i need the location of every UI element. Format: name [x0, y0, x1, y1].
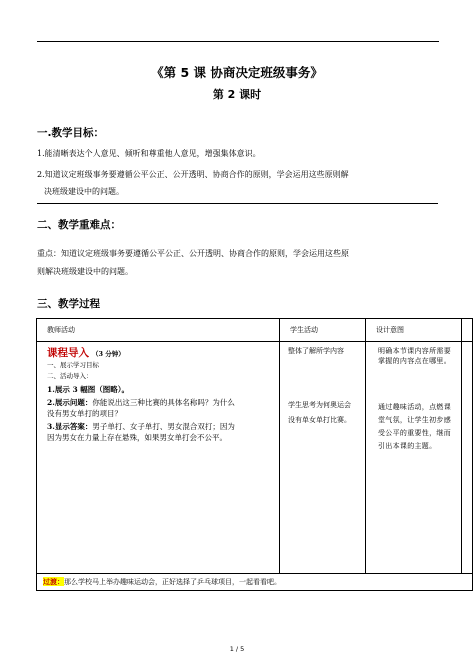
- item-1: 1.展示 3 幅图（图略）。: [47, 385, 130, 394]
- process-table: [36, 318, 473, 591]
- design-text-2-line-2: 堂气氛，让学生初步感: [378, 416, 451, 424]
- item-3-text: 男子单打、女子单打、男女混合双打；因为: [92, 422, 235, 431]
- transition-row: [37, 574, 473, 591]
- design-text-2-line-4: 引出本课的主题。: [378, 442, 437, 450]
- header-student: 学生活动: [280, 319, 366, 342]
- table-row: [37, 342, 473, 574]
- header-design: 设计意图: [366, 319, 462, 342]
- lesson-subtitle: 第 2 课时: [212, 88, 262, 101]
- step-2: 二、活动导入：: [47, 372, 93, 380]
- goal-2-line-2: 决班级建设中的问题。: [44, 187, 124, 196]
- page-number: 1 / 5: [229, 645, 245, 653]
- extra-cell: [462, 342, 473, 574]
- design-intent-cell: [366, 342, 462, 574]
- item-2-text: 你能说出这三种比赛的具体名称吗？为什么: [92, 398, 235, 407]
- key-points-line-2: 则解决班级建设中的问题。: [37, 267, 133, 276]
- student-activity-cell: [280, 342, 366, 574]
- lesson-title: 《第 5 课 协商决定班级事务》: [151, 65, 323, 80]
- design-text-1-line-2: 掌握的内容点在哪里。: [378, 357, 451, 365]
- design-text-2-line-3: 受公平的重要性，继而: [378, 429, 451, 437]
- goal-2-line-1: 2.知道议定班级事务要遵循公平公正、公开透明、协商合作的原则，学会运用这些原则解: [37, 170, 349, 179]
- header-rule: [37, 41, 439, 42]
- design-text-1-line-1: 明确本节课内容所需要: [378, 347, 451, 355]
- item-3-label: 3.显示答案：: [47, 422, 93, 431]
- transition-label: 过渡：: [43, 577, 64, 586]
- item-3-cont: 因为男女在力量上存在悬殊，如果男女单打会不公平。: [47, 433, 227, 442]
- student-text-2-line-2: 没有单女单打比赛。: [288, 416, 351, 424]
- student-text-1: 整体了解所学内容: [288, 347, 344, 355]
- goals-heading: 一.教学目标：: [37, 127, 104, 139]
- header-extra: [462, 319, 473, 342]
- student-text-2-line-1: 学生思考为何奥运会: [288, 401, 351, 409]
- item-2: [47, 397, 269, 408]
- key-points-heading: 二、教学重难点：: [37, 219, 121, 231]
- process-heading: 三、教学过程: [37, 298, 100, 310]
- header-teacher: 教师活动: [37, 319, 280, 342]
- item-2-cont: 没有男女单打的项目？: [47, 409, 122, 418]
- transition-cell: [37, 574, 473, 591]
- table-header-row: [37, 319, 473, 342]
- key-points-line-1: 重点：知道议定班级事务要遵循公平公正、公开透明、协商合作的原则，学会运用这些原: [37, 249, 349, 258]
- step-1: 一、展示学习目标: [47, 361, 99, 369]
- section-divider: [37, 203, 438, 204]
- item-3: [47, 421, 269, 432]
- transition-text: 那么学校马上举办趣味运动会，正好选择了乒乓球项目，一起看看吧。: [64, 578, 281, 586]
- intro-time: （3 分钟）: [92, 350, 125, 358]
- teacher-activity-cell: [37, 342, 280, 574]
- goal-1: 1.能清晰表达个人意见、倾听和尊重他人意见，增强集体意识。: [37, 149, 261, 158]
- intro-title: 课程导入: [47, 347, 89, 359]
- item-2-label: 2.展示问题：: [47, 398, 93, 407]
- design-text-2-line-1: 通过趣味活动，点燃课: [378, 403, 451, 411]
